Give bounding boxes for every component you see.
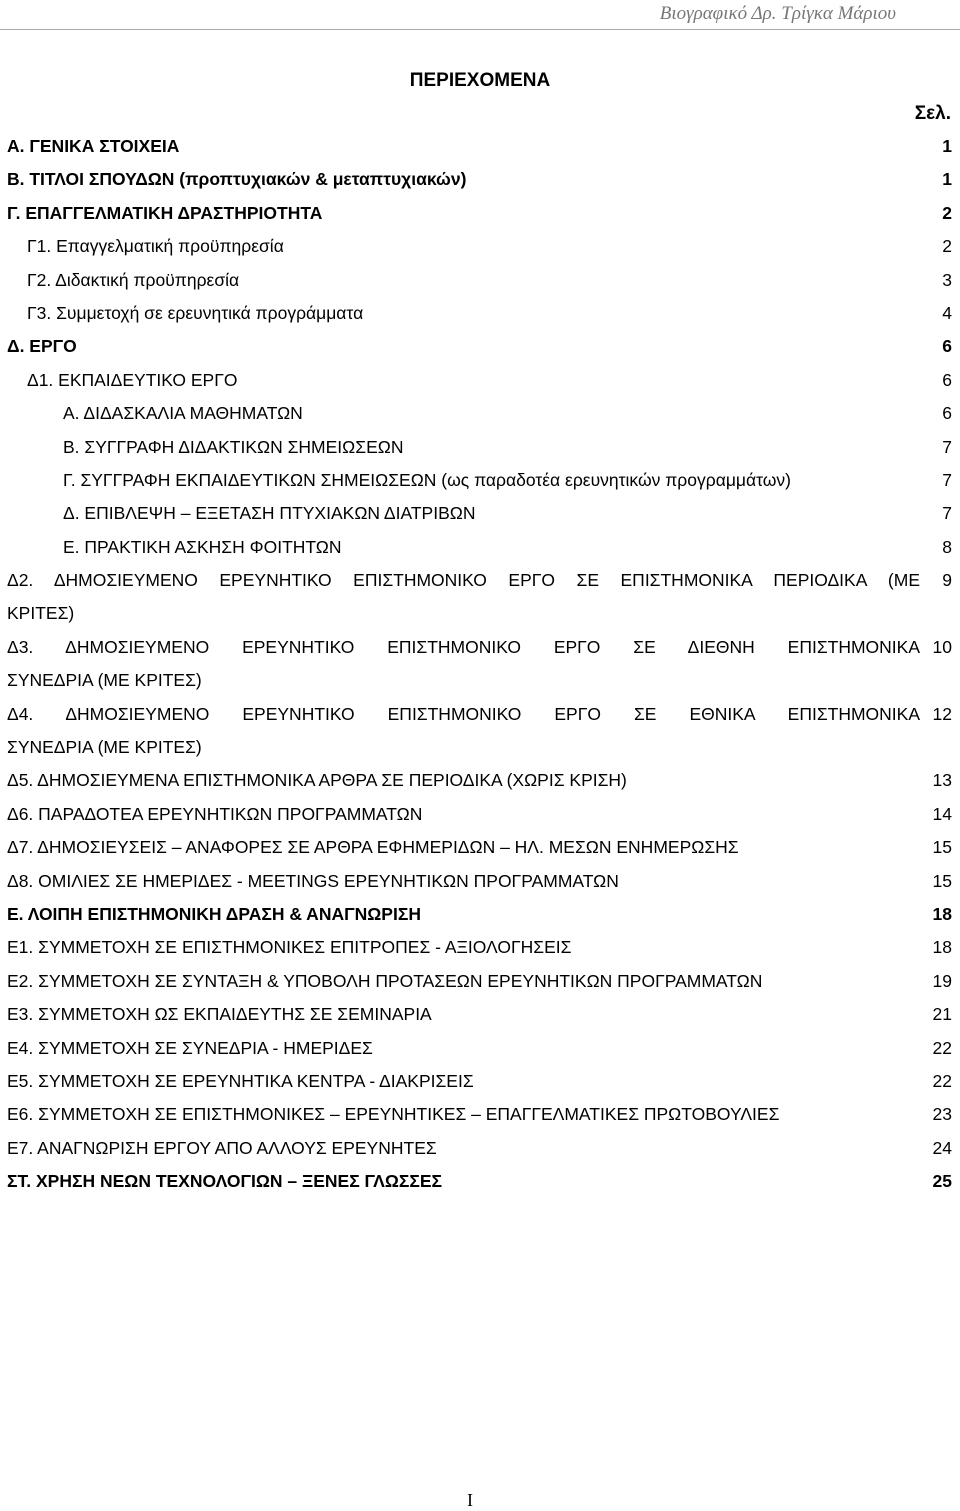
toc-entry[interactable]: [0, 965, 960, 998]
page-number: I: [467, 1490, 473, 1510]
toc-entry-page: 7: [942, 503, 952, 524]
running-header: [0, 0, 960, 30]
toc-entry-text: Γ3. Συμμετοχή σε ερευνητικά προγράμματα: [27, 302, 364, 323]
toc-entry[interactable]: [0, 798, 960, 831]
running-header-title: Βιογραφικό Δρ. Τρίγκα Μάριου: [659, 3, 896, 24]
toc-entry-page: 15: [932, 837, 952, 858]
toc-entry[interactable]: [0, 1098, 960, 1131]
toc-entry-text: Δ1. ΕΚΠΑΙΔΕΥΤΙΚΟ ΕΡΓΟ: [27, 369, 238, 390]
toc-entry-text: Δ3. ΔΗΜΟΣΙΕΥΜΕΝΟ ΕΡΕΥΝΗΤΙΚΟ ΕΠΙΣΤΗΜΟΝΙΚΟ ΕΡΓΟ ΣΕ ΔΙΕΘΝΗ ΕΠΙΣΤΗΜΟΝΙΚΑ: [7, 636, 920, 657]
toc-entry-page: 24: [932, 1137, 952, 1158]
toc-entry[interactable]: [0, 865, 960, 898]
toc-entry-page: 1: [942, 136, 952, 156]
toc-entry-text: Δ. ΕΠΙΒΛΕΨΗ – ΕΞΕΤΑΣΗ ΠΤΥΧΙΑΚΩΝ ΔΙΑΤΡΙΒΩΝ: [63, 503, 476, 524]
toc-entry[interactable]: [0, 698, 960, 765]
toc-entry-text: Δ. ΕΡΓΟ: [7, 336, 77, 357]
toc-entry-page: 6: [942, 369, 952, 390]
toc-entry-text: Ε7. ΑΝΑΓΝΩΡΙΣΗ ΕΡΓΟΥ ΑΠΟ ΑΛΛΟΥΣ ΕΡΕΥΝΗΤΕΣ: [7, 1137, 437, 1158]
toc-entry-text: Δ6. ΠΑΡΑΔΟΤΕΑ ΕΡΕΥΝΗΤΙΚΩΝ ΠΡΟΓΡΑΜΜΑΤΩΝ: [7, 803, 423, 824]
toc-entry[interactable]: [0, 764, 960, 797]
toc-entry-page: 8: [942, 536, 952, 557]
toc-entry-page: 4: [942, 302, 952, 323]
toc-entry[interactable]: [0, 831, 960, 864]
toc-entry-text-continuation: ΣΥΝΕΔΡΙΑ (ΜΕ ΚΡΙΤΕΣ): [7, 670, 202, 691]
toc-entry-page: 2: [942, 236, 952, 257]
toc-entry-text-continuation: ΣΥΝΕΔΡΙΑ (ΜΕ ΚΡΙΤΕΣ): [7, 737, 202, 758]
toc-entry-text: Δ4. ΔΗΜΟΣΙΕΥΜΕΝΟ ΕΡΕΥΝΗΤΙΚΟ ΕΠΙΣΤΗΜΟΝΙΚΟ ΕΡΓΟ ΣΕ ΕΘΝΙΚΑ ΕΠΙΣΤΗΜΟΝΙΚΑ: [7, 703, 920, 724]
toc-entry[interactable]: [0, 364, 960, 397]
toc-entry[interactable]: [0, 297, 960, 330]
toc-entry-text: Α. ΓΕΝΙΚΑ ΣΤΟΙΧΕΙΑ: [7, 136, 180, 156]
toc-entry[interactable]: [0, 497, 960, 530]
toc-entry-text: Γ1. Επαγγελματική προϋπηρεσία: [27, 236, 284, 257]
toc-entry-text: Ε5. ΣΥΜΜΕΤΟΧΗ ΣΕ ΕΡΕΥΝΗΤΙΚΑ ΚΕΝΤΡΑ - ΔΙΑΚΡΙΣΕΙΣ: [7, 1070, 474, 1091]
page-column-label: Σελ.: [914, 103, 951, 124]
toc-entry-page: 22: [932, 1037, 952, 1058]
toc-entry-page: 18: [932, 904, 952, 925]
toc-entry-page: 19: [932, 970, 952, 991]
toc-entry-page: 6: [942, 403, 952, 424]
toc-entry-page: 3: [942, 269, 952, 290]
header-rule: [0, 29, 960, 30]
toc-entry-page: 6: [942, 336, 952, 357]
toc-entry-page: 18: [932, 937, 952, 958]
toc-entry[interactable]: [0, 197, 960, 230]
toc-title: ΠΕΡΙΕΧΟΜΕΝΑ: [409, 70, 551, 91]
toc-entry[interactable]: [0, 531, 960, 564]
toc-entry-text: Ε4. ΣΥΜΜΕΤΟΧΗ ΣΕ ΣΥΝΕΔΡΙΑ - ΗΜΕΡΙΔΕΣ: [7, 1037, 373, 1058]
toc-entry-text: Δ5. ΔΗΜΟΣΙΕΥΜΕΝΑ ΕΠΙΣΤΗΜΟΝΙΚΑ ΑΡΘΡΑ ΣΕ ΠΕΡΙΟΔΙΚΑ (ΧΩΡΙΣ ΚΡΙΣΗ): [7, 770, 627, 791]
toc-entry[interactable]: [0, 631, 960, 698]
toc-entry-page: 14: [932, 803, 952, 824]
toc-entry-page: 9: [942, 570, 952, 591]
toc-entry[interactable]: [0, 330, 960, 363]
toc-entry[interactable]: [0, 931, 960, 964]
toc-entry-page: 10: [932, 636, 952, 657]
toc-entry-text: Β. ΣΥΓΓΡΑΦΗ ΔΙΔΑΚΤΙΚΩΝ ΣΗΜΕΙΩΣΕΩΝ: [63, 436, 404, 457]
toc-entry-page: 7: [942, 436, 952, 457]
toc-entry[interactable]: [0, 397, 960, 430]
toc-entry[interactable]: [0, 464, 960, 497]
toc-entry-page: 2: [942, 202, 952, 223]
toc-entry-text: Δ2. ΔΗΜΟΣΙΕΥΜΕΝΟ ΕΡΕΥΝΗΤΙΚΟ ΕΠΙΣΤΗΜΟΝΙΚΟ ΕΡΓΟ ΣΕ ΕΠΙΣΤΗΜΟΝΙΚΑ ΠΕΡΙΟΔΙΚΑ (ΜΕ: [7, 570, 920, 591]
toc-entry-page: 15: [932, 870, 952, 891]
toc-entry-text: ΣΤ. ΧΡΗΣΗ ΝΕΩΝ ΤΕΧΝΟΛΟΓΙΩΝ – ΞΕΝΕΣ ΓΛΩΣΣΕΣ: [7, 1171, 443, 1192]
toc-entry-text: Ε. ΛΟΙΠΗ ΕΠΙΣΤΗΜΟΝΙΚΗ ΔΡΑΣΗ & ΑΝΑΓΝΩΡΙΣΗ: [7, 904, 421, 925]
toc-entry-text-continuation: ΚΡΙΤΕΣ): [7, 603, 75, 624]
toc-entry-text: Ε2. ΣΥΜΜΕΤΟΧΗ ΣΕ ΣΥΝΤΑΞΗ & ΥΠΟΒΟΛΗ ΠΡΟΤΑΣΕΩΝ ΕΡΕΥΝΗΤΙΚΩΝ ΠΡΟΓΡΑΜΜΑΤΩΝ: [7, 970, 763, 991]
toc-entry-text: Γ. ΣΥΓΓΡΑΦΗ ΕΚΠΑΙΔΕΥΤΙΚΩΝ ΣΗΜΕΙΩΣΕΩΝ (ως παραδοτέα ερευνητικών προγραμμάτων): [63, 469, 792, 490]
toc-entry-text: Γ. ΕΠΑΓΓΕΛΜΑΤΙΚΗ ΔΡΑΣΤΗΡΙΟΤΗΤΑ: [7, 202, 323, 223]
toc-entry[interactable]: [0, 1032, 960, 1065]
toc-entry[interactable]: [0, 163, 960, 196]
toc-entry-text: Δ7. ΔΗΜΟΣΙΕΥΣΕΙΣ – ΑΝΑΦΟΡΕΣ ΣΕ ΑΡΘΡΑ ΕΦΗΜΕΡΙΔΩΝ – ΗΛ. ΜΕΣΩΝ ΕΝΗΜΕΡΩΣΗΣ: [7, 837, 739, 858]
toc-entry[interactable]: [0, 431, 960, 464]
toc-entry[interactable]: [0, 998, 960, 1031]
toc-entry-text: Ε6. ΣΥΜΜΕΤΟΧΗ ΣΕ ΕΠΙΣΤΗΜΟΝΙΚΕΣ – ΕΡΕΥΝΗΤΙΚΕΣ – ΕΠΑΓΓΕΛΜΑΤΙΚΕΣ ΠΡΩΤΟΒΟΥΛΙΕΣ: [7, 1104, 780, 1125]
toc-entry[interactable]: [0, 1132, 960, 1165]
toc-entry[interactable]: [0, 230, 960, 263]
toc-entry[interactable]: [0, 564, 960, 631]
toc-entry-page: 12: [932, 703, 952, 724]
toc-entry[interactable]: [0, 264, 960, 297]
toc-entry[interactable]: [0, 898, 960, 931]
toc-entry[interactable]: [0, 1065, 960, 1098]
toc-entry-page: 21: [932, 1004, 952, 1025]
toc-entry-page: 22: [932, 1070, 952, 1091]
toc-entry-text: Γ2. Διδακτική προϋπηρεσία: [27, 269, 240, 290]
toc-entry-page: 1: [942, 169, 952, 190]
toc-entry[interactable]: [0, 130, 960, 163]
toc-entry-text: Β. ΤΙΤΛΟΙ ΣΠΟΥΔΩΝ (προπτυχιακών & μεταπτυχιακών): [7, 169, 467, 190]
toc-entry-text: Ε1. ΣΥΜΜΕΤΟΧΗ ΣΕ ΕΠΙΣΤΗΜΟΝΙΚΕΣ ΕΠΙΤΡΟΠΕΣ - ΑΞΙΟΛΟΓΗΣΕΙΣ: [7, 937, 572, 958]
toc-entry-page: 25: [932, 1171, 952, 1192]
toc-entry-page: 13: [932, 770, 952, 791]
table-of-contents: [0, 130, 960, 1199]
toc-entry-page: 7: [942, 469, 952, 490]
toc-entry-text: Ε. ΠΡΑΚΤΙΚΗ ΑΣΚΗΣΗ ΦΟΙΤΗΤΩΝ: [63, 536, 342, 557]
toc-entry-text: Δ8. ΟΜΙΛΙΕΣ ΣΕ ΗΜΕΡΙΔΕΣ - MEETINGS ΕΡΕΥΝΗΤΙΚΩΝ ΠΡΟΓΡΑΜΜΑΤΩΝ: [7, 870, 619, 891]
toc-entry-text: Ε3. ΣΥΜΜΕΤΟΧΗ ΩΣ ΕΚΠΑΙΔΕΥΤΗΣ ΣΕ ΣΕΜΙΝΑΡΙΑ: [7, 1004, 432, 1025]
toc-entry-page: 23: [932, 1104, 952, 1125]
toc-entry-text: Α. ΔΙΔΑΣΚΑΛΙΑ ΜΑΘΗΜΑΤΩΝ: [63, 403, 303, 424]
toc-entry[interactable]: [0, 1165, 960, 1198]
